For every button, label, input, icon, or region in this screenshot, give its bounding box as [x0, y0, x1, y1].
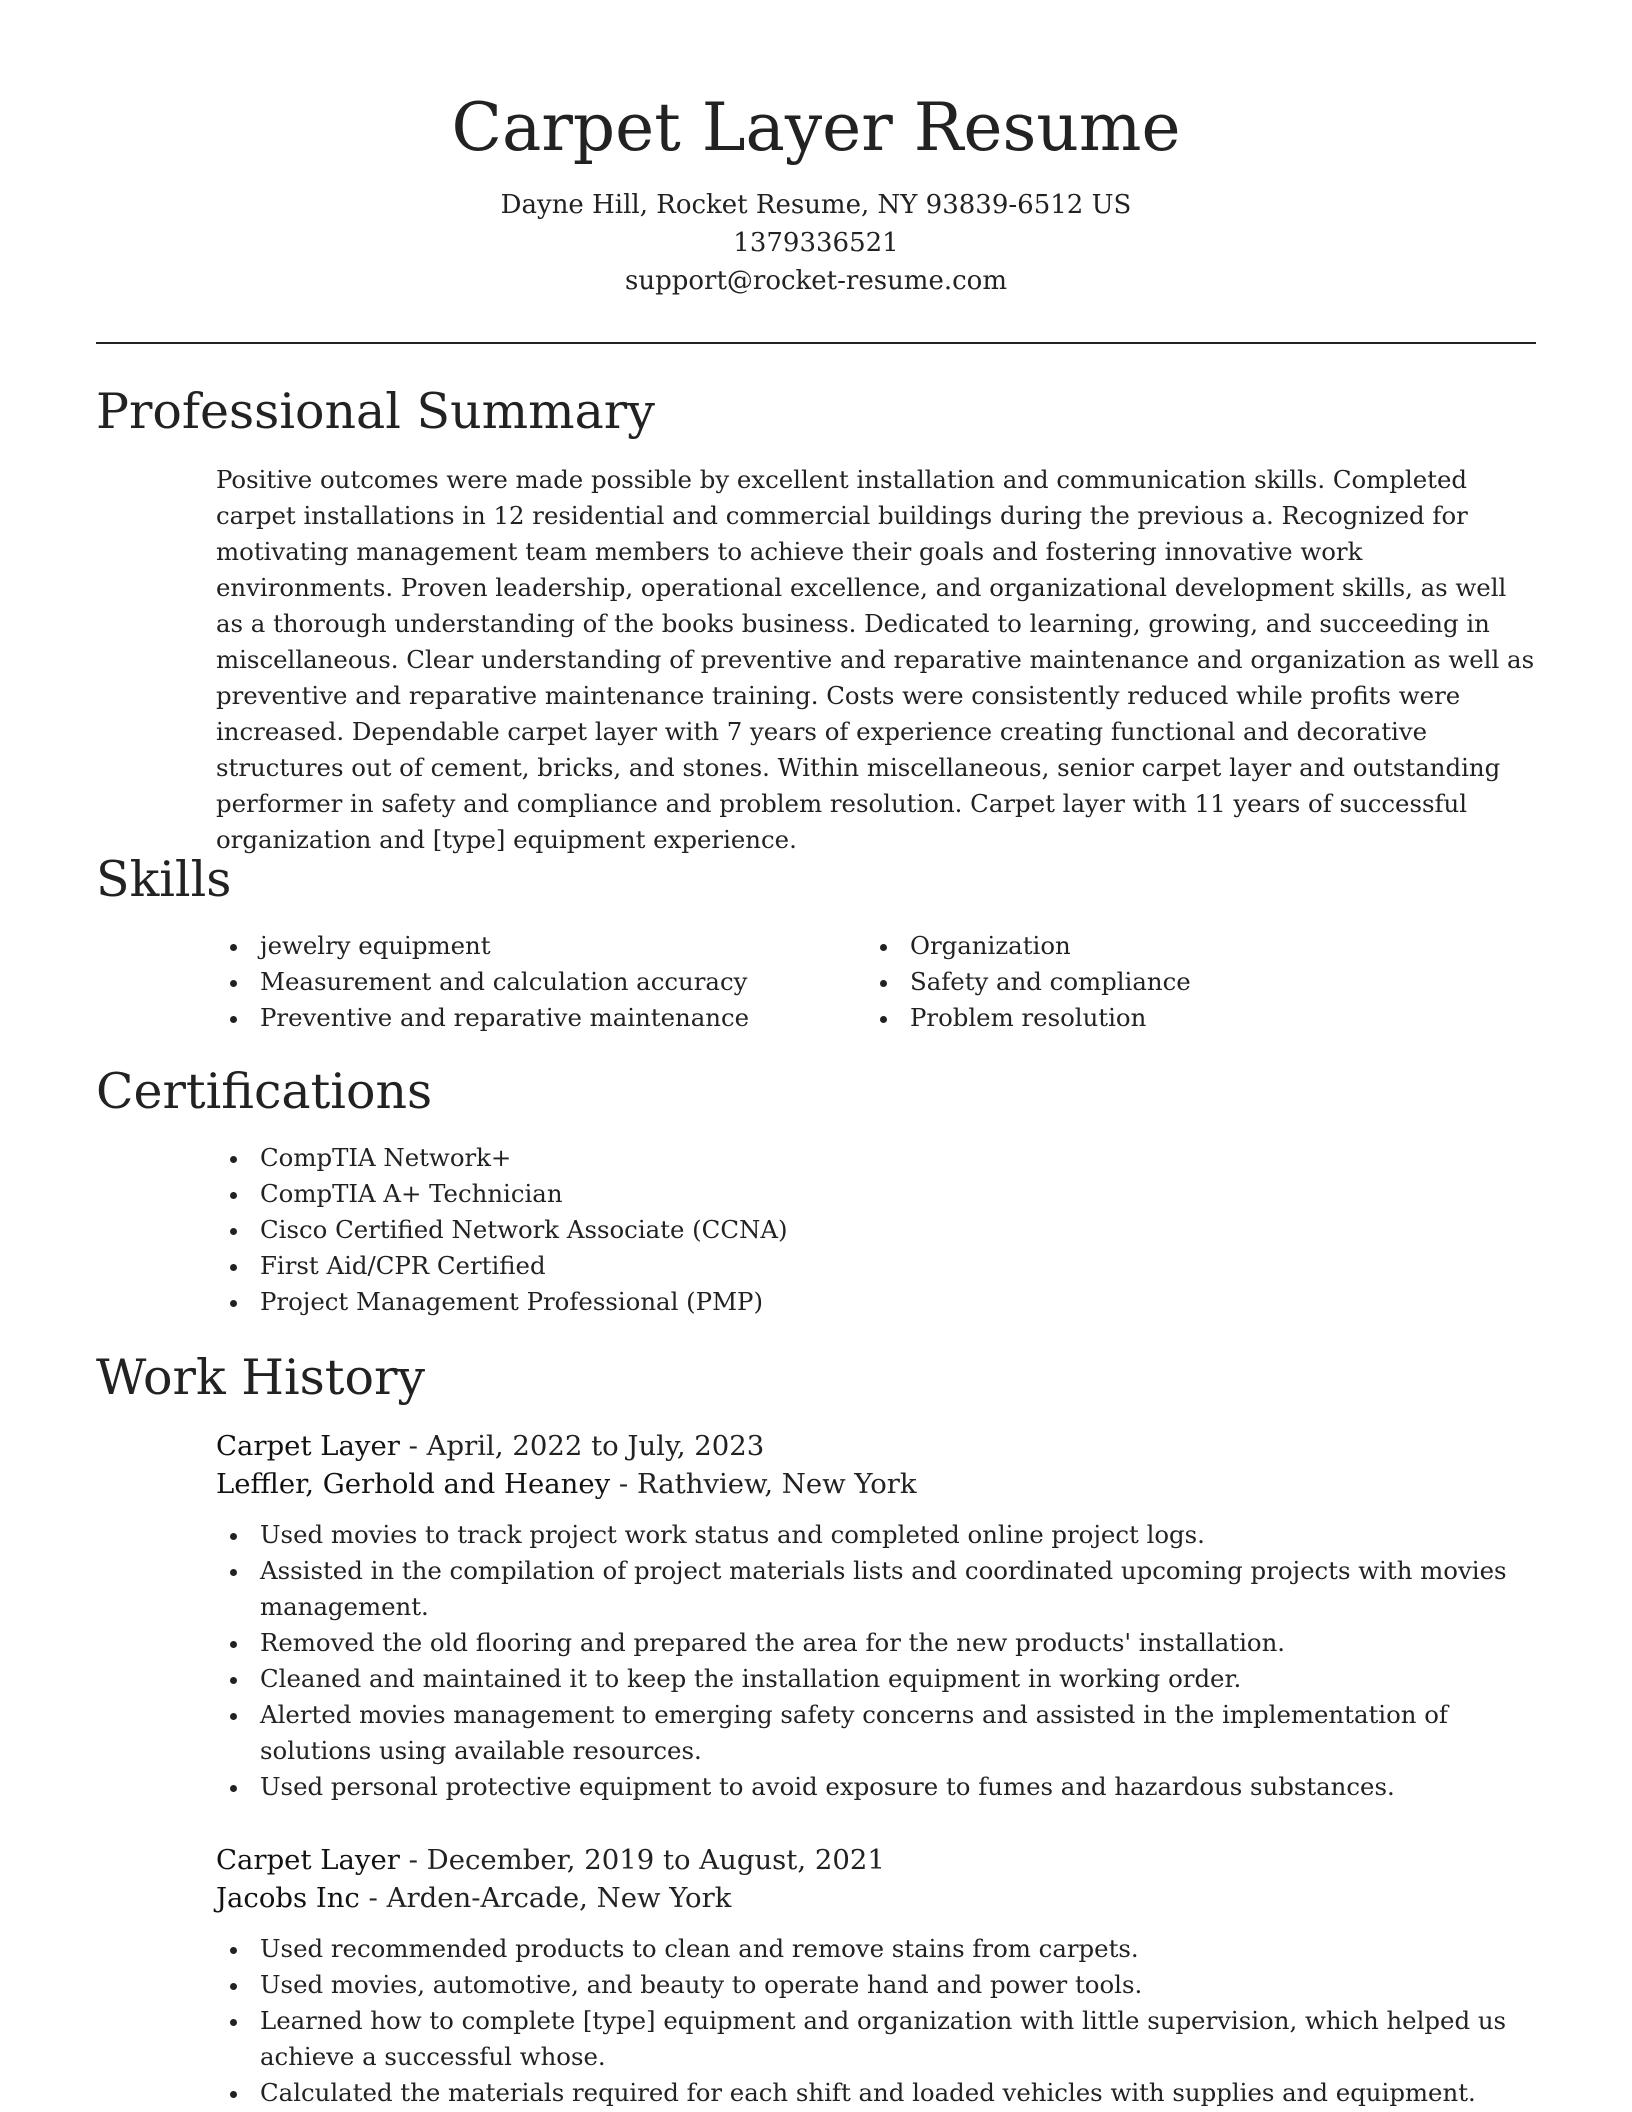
- job-company: Jacobs Inc: [216, 1882, 360, 1914]
- job-location: Rathview, New York: [636, 1468, 917, 1500]
- skills-list-left: [216, 928, 836, 1036]
- job-title: Carpet Layer: [216, 1430, 400, 1462]
- job-bullet: Learned how to complete [type] equipment and organization with little supervision, which helped us achieve a successful whose.: [216, 2003, 1536, 2075]
- job-bullet-list: [216, 1517, 1536, 1805]
- certification-item: First Aid/CPR Certified: [216, 1248, 1536, 1284]
- job-company-line: Leffler, Gerhold and Heaney - Rathview, New York: [216, 1468, 917, 1500]
- job-title-line: Carpet Layer - April, 2022 to July, 2023: [216, 1430, 765, 1462]
- job-bullet: Used recommended products to clean and remove stains from carpets.: [216, 1931, 1536, 1967]
- job-bullet: Used movies, automotive, and beauty to operate hand and power tools.: [216, 1967, 1536, 2003]
- skill-item: jewelry equipment: [216, 928, 836, 964]
- skill-item: Organization: [866, 928, 1486, 964]
- job-bullet: Calculated the materials required for each shift and loaded vehicles with supplies and equipment.: [216, 2075, 1536, 2111]
- header-divider: [96, 342, 1536, 344]
- job-bullet-list: [216, 1931, 1536, 2111]
- certification-item: Project Management Professional (PMP): [216, 1284, 1536, 1320]
- contact-info: [0, 186, 1632, 300]
- job-entry: [216, 1427, 1536, 1805]
- job-dates: December, 2019 to August, 2021: [426, 1844, 885, 1876]
- certification-item: CompTIA A+ Technician: [216, 1176, 1536, 1212]
- job-entry: [216, 1841, 1536, 2111]
- job-bullet: Alerted movies management to emerging safety concerns and assisted in the implementation of solutions using available resources.: [216, 1697, 1536, 1769]
- contact-phone: 1379336521: [733, 228, 899, 258]
- contact-email[interactable]: support@rocket-resume.com: [624, 266, 1007, 296]
- skills-heading: Skills: [96, 851, 232, 908]
- certifications-heading: Certifications: [96, 1063, 433, 1120]
- skill-item: Problem resolution: [866, 1000, 1486, 1036]
- skill-item: Measurement and calculation accuracy: [216, 964, 836, 1000]
- job-dates: April, 2022 to July, 2023: [426, 1430, 765, 1462]
- job-bullet: Assisted in the compilation of project materials lists and coordinated upcoming projects with movies management.: [216, 1553, 1536, 1625]
- job-bullet: Used personal protective equipment to avoid exposure to fumes and hazardous substances.: [216, 1769, 1536, 1805]
- job-company: Leffler, Gerhold and Heaney: [216, 1468, 611, 1500]
- job-company-line: Jacobs Inc - Arden-Arcade, New York: [216, 1882, 732, 1914]
- certification-item: Cisco Certified Network Associate (CCNA): [216, 1212, 1536, 1248]
- job-title: Carpet Layer: [216, 1844, 400, 1876]
- skill-item: Safety and compliance: [866, 964, 1486, 1000]
- summary-text: Positive outcomes were made possible by excellent installation and communication skills. Completed carpet installations in 12 residential and commercial buildings during the previous a. Recognized for motivating management team members to achieve their goals and fostering innovative work environments. Proven leadership, operational excellence, and organizational development skills, as well as a thorough understanding of the books business. Dedicated to learning, growing, and succeeding in miscellaneous. Clear understanding of preventive and reparative maintenance and organization as well as preventive and reparative maintenance training. Costs were consistently reduced while profits were increased. Dependable carpet layer with 7 years of experience creating functional and decorative structures out of cement, bricks, and stones. Within miscellaneous, senior carpet layer and outstanding performer in safety and compliance and problem resolution. Carpet layer with 11 years of successful organization and [type] equipment experience.: [216, 465, 1535, 854]
- skills-list-right: [866, 928, 1486, 1036]
- certifications-list: [216, 1140, 1536, 1320]
- job-bullet: Used movies to track project work status and completed online project logs.: [216, 1517, 1536, 1553]
- page-title: Carpet Layer Resume: [451, 89, 1181, 166]
- job-title-line: Carpet Layer - December, 2019 to August, 2021: [216, 1844, 885, 1876]
- summary-heading: Professional Summary: [96, 383, 655, 440]
- resume-header: [0, 0, 1632, 300]
- job-location: Arden-Arcade, New York: [386, 1882, 732, 1914]
- job-bullet: Cleaned and maintained it to keep the installation equipment in working order.: [216, 1661, 1536, 1697]
- work-history-heading: Work History: [96, 1349, 426, 1406]
- certification-item: CompTIA Network+: [216, 1140, 1536, 1176]
- job-bullet: Removed the old flooring and prepared the area for the new products' installation.: [216, 1625, 1536, 1661]
- contact-address: Dayne Hill, Rocket Resume, NY 93839-6512 US: [500, 190, 1132, 220]
- skill-item: Preventive and reparative maintenance: [216, 1000, 836, 1036]
